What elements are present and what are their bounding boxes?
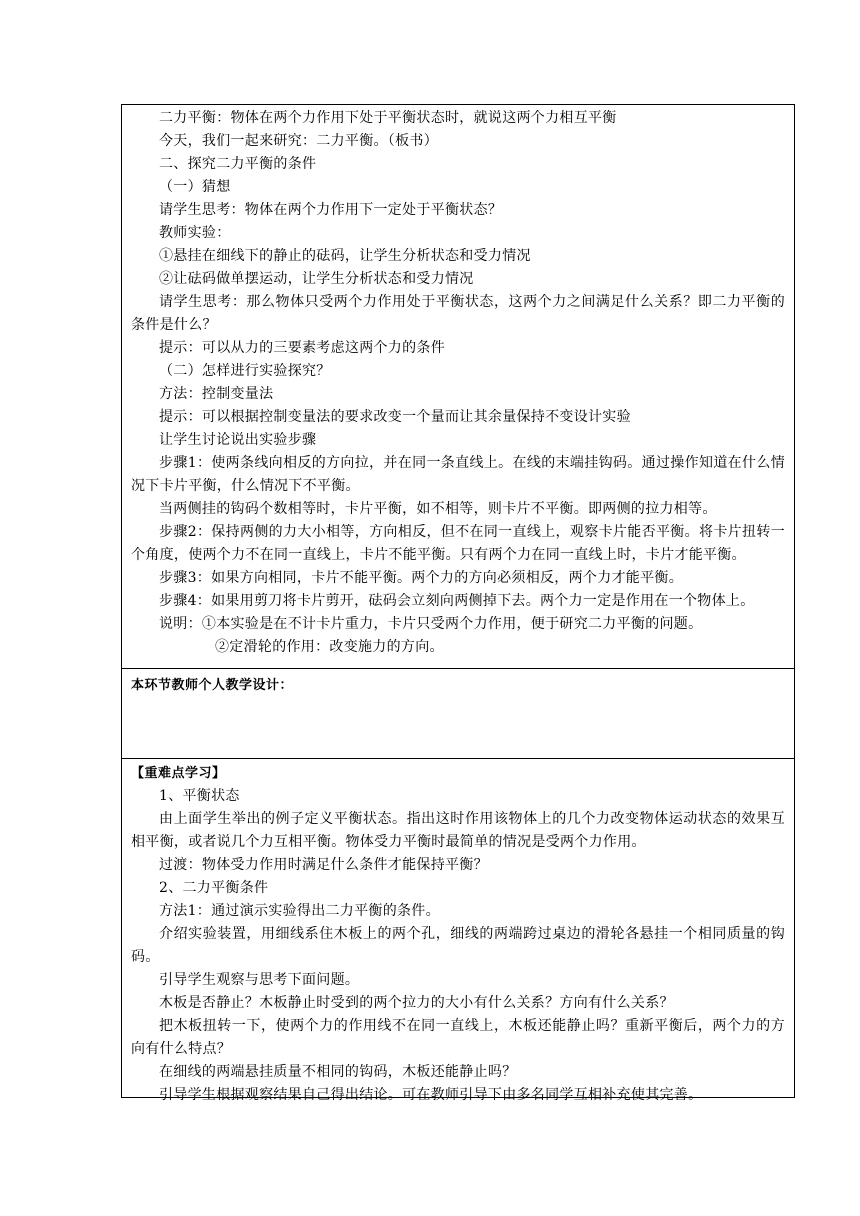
- key-points-cell: [122, 759, 794, 1103]
- paragraph: 说明：①本实验是在不计卡片重力，卡片只受两个力作用，便于研究二力平衡的问题。: [159, 616, 703, 632]
- paragraph: 介绍实验装置，用细线系住木板上的两个孔，细线的两端跨过桌边的滑轮各悬挂一个相同质量的钩码。: [131, 926, 785, 965]
- paragraph: 提示：可以根据控制变量法的要求改变一个量而让其余量保持不变设计实验: [159, 409, 631, 425]
- paragraph: 在细线的两端悬挂质量不相同的钩码，木板还能静止吗？: [159, 1064, 517, 1080]
- paragraph: 让学生讨论说出实验步骤: [159, 432, 317, 448]
- paragraph: 引导学生观察与思考下面问题。: [159, 972, 360, 988]
- cell-heading: 本环节教师个人教学设计：: [131, 678, 294, 693]
- paragraph: 步骤4：如果用剪刀将卡片剪开，砝码会立刻向两侧掉下去。两个力一定是作用在一个物体上。: [159, 593, 755, 609]
- teaching-process-cell: [122, 105, 794, 669]
- subsection-heading: 1、平衡状态: [159, 788, 240, 804]
- paragraph: 方法1：通过演示实验得出二力平衡的条件。: [159, 903, 440, 919]
- paragraph: 当两侧挂的钩码个数相等时，卡片平衡，如不相等，则卡片不平衡。即两侧的拉力相等。: [159, 501, 717, 517]
- cell-heading: 【重难点学习】: [131, 766, 226, 781]
- paragraph: 方法：控制变量法: [159, 386, 274, 402]
- paragraph: 步骤3：如果方向相同，卡片不能平衡。两个力的方向必须相反，两个力才能平衡。: [159, 570, 684, 586]
- paragraph: 请学生思考：那么物体只受两个力作用处于平衡状态，这两个力之间满足什么关系？即二力平衡的条件是什么？: [131, 294, 785, 333]
- paragraph: 今天，我们一起来研究：二力平衡。（板书）: [159, 133, 438, 149]
- paragraph: 木板是否静止？木板静止时受到的两个拉力的大小有什么关系？方向有什么关系？: [159, 995, 674, 1011]
- paragraph: 由上面学生举出的例子定义平衡状态。指出这时作用该物体上的几个力改变物体运动状态的效果互相平衡，或者说几个力互相平衡。物体受力平衡时最简单的情况是受两个力作用。: [131, 811, 785, 850]
- paragraph: 请学生思考：物体在两个力作用下一定处于平衡状态？: [159, 202, 503, 218]
- paragraph: 二力平衡：物体在两个力作用下处于平衡状态时，就说这两个力相互平衡: [159, 110, 617, 126]
- paragraph: ②让砝码做单摆运动，让学生分析状态和受力情况: [159, 271, 474, 287]
- subsection-heading: （一）猜想: [159, 179, 231, 195]
- personal-design-cell: [122, 669, 794, 759]
- paragraph: ②定滑轮的作用：改变施力的方向。: [215, 639, 444, 655]
- section-heading: 二、探究二力平衡的条件: [159, 156, 317, 172]
- paragraph: 教师实验：: [159, 225, 231, 241]
- paragraph: ①悬挂在细线下的静止的砝码，让学生分析状态和受力情况: [159, 248, 531, 264]
- paragraph: 过渡：物体受力作用时满足什么条件才能保持平衡？: [159, 857, 488, 873]
- paragraph: 引导学生根据观察结果自己得出结论。可在教师引导下由多名同学互相补充使其完善。: [159, 1087, 703, 1103]
- subsection-heading: （二）怎样进行实验探究？: [159, 363, 331, 379]
- paragraph: 提示：可以从力的三要素考虑这两个力的条件: [159, 340, 445, 356]
- paragraph: 步骤1：使两条线向相反的方向拉，并在同一条直线上。在线的末端挂钩码。通过操作知道在什么情况下卡片平衡，什么情况下不平衡。: [131, 455, 785, 494]
- lesson-plan-table: [121, 104, 795, 1103]
- paragraph: 把木板扭转一下，使两个力的作用线不在同一直线上，木板还能静止吗？重新平衡后，两个力的方向有什么特点？: [131, 1018, 785, 1057]
- subsection-heading: 2、二力平衡条件: [159, 880, 269, 896]
- paragraph: 步骤2：保持两侧的力大小相等，方向相反，但不在同一直线上，观察卡片能否平衡。将卡片扭转一个角度，使两个力不在同一直线上，卡片不能平衡。只有两个力在同一直线上时，卡片才能平衡。: [131, 524, 785, 563]
